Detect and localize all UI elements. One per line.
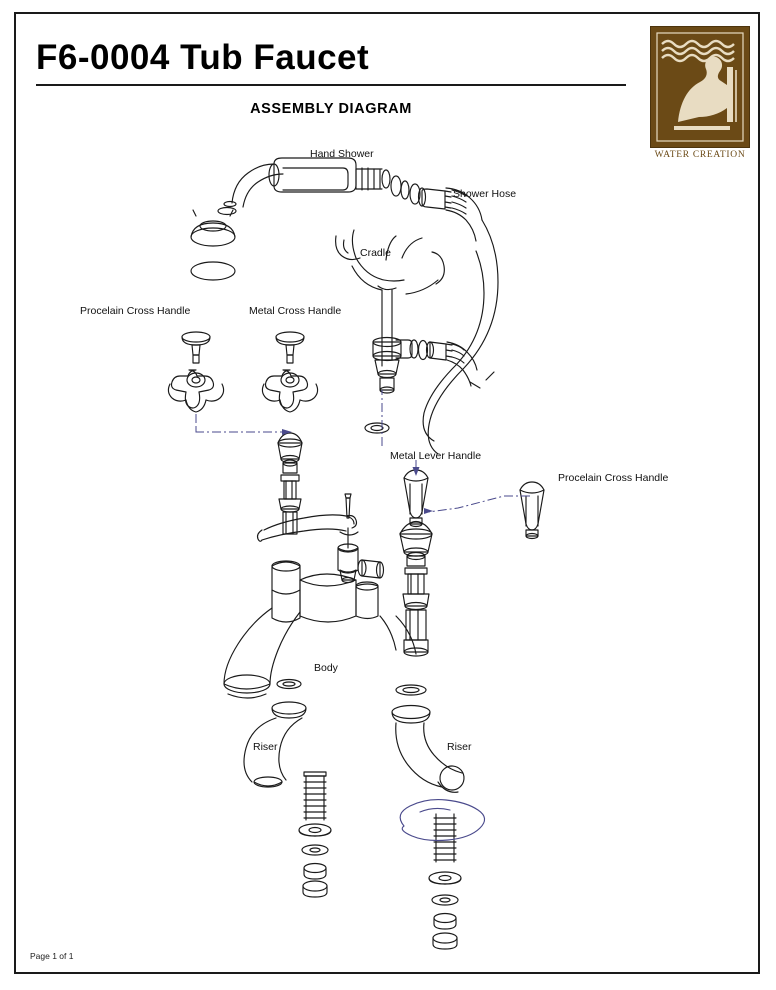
label-body: Body [314, 662, 338, 674]
hand-shower-part [191, 158, 420, 280]
label-porcelain-cross-handle-left: Procelain Cross Handle [80, 305, 191, 317]
page-subtitle: ASSEMBLY DIAGRAM [250, 101, 412, 117]
label-riser-left: Riser [253, 741, 278, 753]
right-valve-stack-part [400, 522, 432, 656]
porcelain-cross-handle-right-part [520, 482, 544, 539]
label-shower-hose: Shower Hose [453, 188, 517, 200]
label-hand-shower: Hand Shower [310, 148, 374, 160]
label-metal-cross-handle: Metal Cross Handle [249, 305, 342, 317]
page-footer: Page 1 of 1 [30, 951, 74, 961]
diverter-outlet-part [396, 340, 477, 386]
left-valve-stack-part [278, 433, 351, 534]
logo-caption: WATER CREATION [654, 150, 746, 160]
metal-lever-handle-part [404, 470, 428, 527]
label-riser-right: Riser [447, 741, 472, 753]
porcelain-cross-handle-left-part [168, 332, 223, 412]
label-cradle: Cradle [360, 247, 391, 259]
deck-plate-part [400, 800, 484, 841]
metal-cross-handle-part [262, 332, 317, 412]
shower-hose-part [419, 188, 499, 454]
faucet-body-part [224, 560, 416, 698]
page-title: F6-0004 Tub Faucet [36, 38, 370, 77]
label-metal-lever-handle: Metal Lever Handle [390, 450, 482, 462]
center-washers-part [277, 680, 426, 696]
riser-left-part [244, 702, 331, 897]
label-porcelain-cross-handle-right: Procelain Cross Handle [558, 472, 669, 484]
